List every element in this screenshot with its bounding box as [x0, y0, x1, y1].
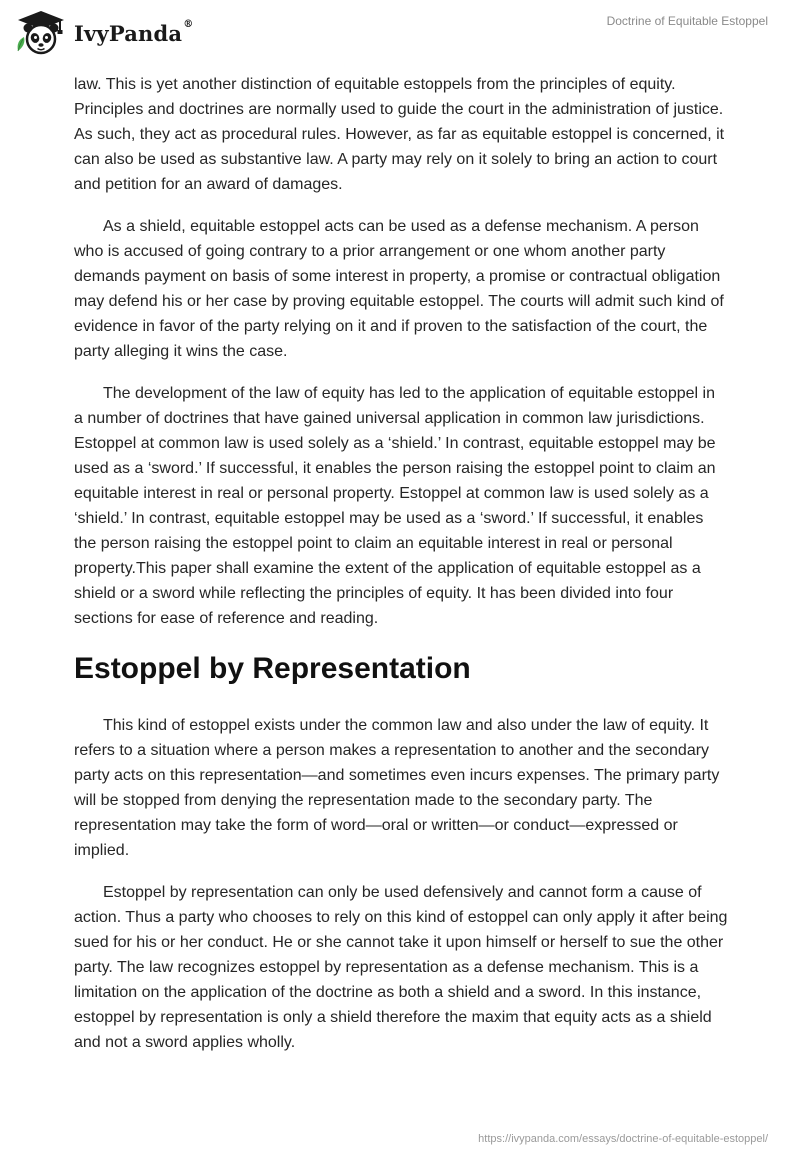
paragraph-4: This kind of estoppel exists under the common law and also under the law of equity. It refers to a situation where a person makes a representation to another and the secondary party acts on this representation—and sometimes even incurs expenses. The primary party will be stopped from denying the representation made to the secondary party. The representation may take the form of word—oral or written—or conduct—expressed or implied.	[74, 717, 720, 859]
paragraph-2: As a shield, equitable estoppel acts can be used as a defense mechanism. A person who is accused of going contrary to a prior arrangement or one whom another party demands payment on basis of some interest in property, a promise or contractual obligation may defend his or her case by proving equitable estoppel. The courts will admit such kind of evidence in favor of the party relying on it and if proven to the satisfaction of the court, the party alleging it wins the case.	[74, 218, 724, 360]
brand-name: IvyPanda®	[74, 18, 194, 46]
paragraph-3: The development of the law of equity has led to the application of equitable estoppel in a number of doctrines that have gained universal application in common law jurisdictions. Estoppel at common law is used solely as a ‘shield.’ In contrast, equitable estoppel may be used as a ‘sword.’ If successful, it enables the person raising the estoppel point to claim an equitable interest in real or personal property. Estoppel at common law is used solely as a ‘shield.’ In contrast, equitable estoppel may be used as a ‘sword.’ If successful, it enables the person raising the estoppel point to claim an equitable interest in real or personal property.This paper shall examine the extent of the application of equitable estoppel as a shield or a sword while reflecting the principles of equity. It has been divided into four sections for ease of reference and reading.	[74, 385, 716, 627]
panda-graduate-icon	[14, 9, 68, 57]
page-header	[0, 0, 800, 66]
ivypanda-logo[interactable]	[14, 8, 193, 58]
paragraph-5: Estoppel by representation can only be used defensively and cannot form a cause of action. Thus a party who chooses to rely on this kind of estoppel can only apply it after being sued for his or her conduct. He or she cannot take it upon himself or herself to sue the other party. The law recognizes estoppel by representation as a defense mechanism. This is a limitation on the application of the doctrine as both a shield and a sword. In this instance, estoppel by representation is only a shield therefore the maxim that equity acts as a shield and not a sword applies wholly.	[74, 884, 728, 1051]
registered-mark: ®	[183, 18, 194, 30]
paragraph-1: law. This is yet another distinction of equitable estoppels from the principles of equity. Principles and doctrines are normally used to guide the court in the administration of justice. As such, they act as procedural rules. However, as far as equitable estoppel is concerned, it can also be used as substantive law. A party may rely on it solely to bring an action to court and petition for an award of damages.	[74, 76, 725, 193]
source-url[interactable]: https://ivypanda.com/essays/doctrine-of-equitable-estoppel/	[478, 1133, 768, 1145]
section-heading: Estoppel by Representation	[74, 652, 471, 685]
running-title: Doctrine of Equitable Estoppel	[606, 14, 768, 28]
article-body	[74, 72, 728, 1072]
